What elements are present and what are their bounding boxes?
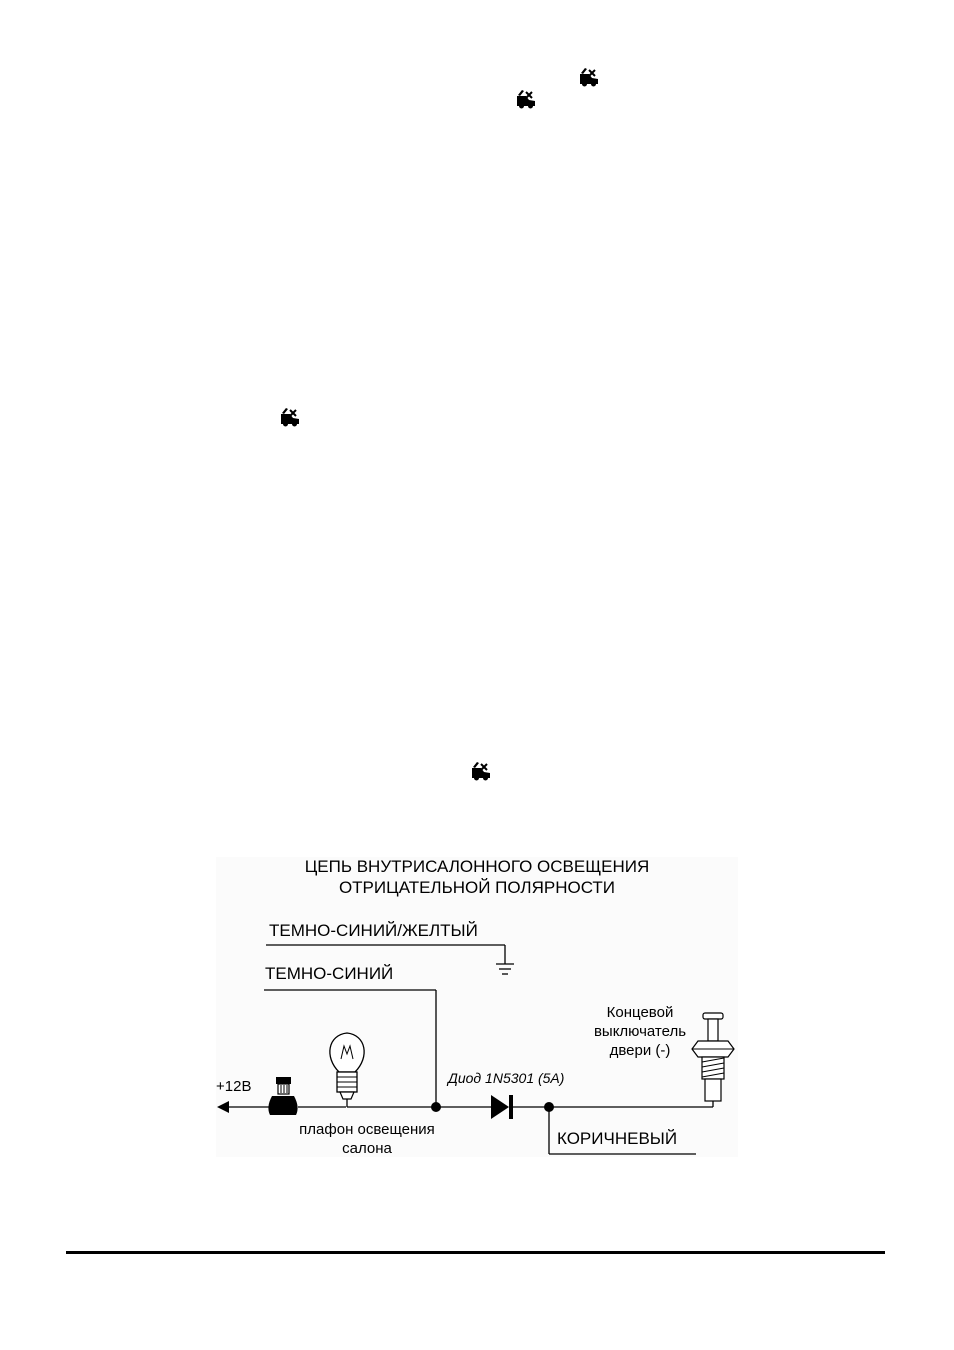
trunk-open-icon [470,761,492,781]
ground-icon [496,964,514,974]
diode-icon [491,1095,513,1119]
lamp-bulb-icon [330,1033,364,1107]
switch-label-line2: выключатель [593,1023,687,1040]
diagram-title-line2: ОТРИЦАТЕЛЬНОЙ ПОЛЯРНОСТИ [338,878,616,897]
footer-rule [66,1251,885,1254]
wiring-diagram [216,857,738,1157]
switch-label-line1: Концевой [606,1004,674,1021]
switch-label-line3: двери (-) [609,1042,671,1059]
fuse-icon [268,1077,297,1115]
power-label: +12В [216,1078,252,1095]
wire-label-brown: КОРИЧНЕВЫЙ [557,1129,678,1148]
lamp-label-line1: плафон освещения [299,1121,435,1138]
lamp-label-line2: салона [342,1140,392,1157]
trunk-open-icon [515,89,537,109]
arrow-left-icon [217,1101,229,1113]
diagram-title-line1: ЦЕПЬ ВНУТРИСАЛОННОГО ОСВЕЩЕНИЯ [304,857,650,876]
wire-label-blue-yellow: ТЕМНО-СИНИЙ/ЖЕЛТЫЙ [269,921,478,940]
trunk-open-icon [279,407,301,427]
diode-label: Диод 1N5301 (5A) [448,1070,565,1086]
trunk-open-icon [578,67,600,87]
wire-label-blue: ТЕМНО-СИНИЙ [265,964,394,983]
